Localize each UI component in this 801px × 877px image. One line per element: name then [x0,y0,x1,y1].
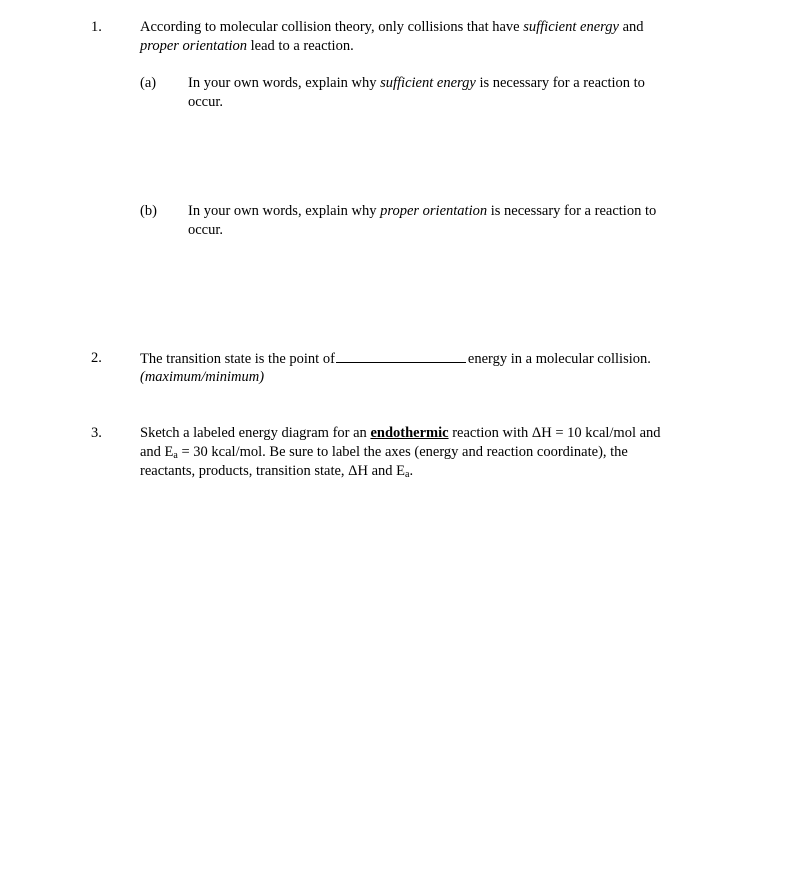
part-b-text-line-1: In your own words, explain why proper orientation is necessary for a reaction to [188,203,657,219]
part-a-text-line-1: In your own words, explain why sufficient energy is necessary for a reaction to [188,75,645,91]
question-3-text-line-1: Sketch a labeled energy diagram for an endothermic reaction with ΔH = 10 kcal/mol and [140,425,661,441]
question-1-number: 1. [91,19,102,35]
part-b-label: (b) [140,203,157,219]
emphasis-sufficient-energy: sufficient energy [523,19,619,35]
question-2-text-line-2 [140,368,264,387]
emphasis-proper-orientation: proper orientation [380,203,488,219]
question-3-text-line-3: reactants, products, transition state, ΔH and $E_a$. [140,463,414,480]
question-2-text-line-1: The transition state is the point of energy in a molecular collision. [140,351,651,367]
question-2-number: 2. [91,350,102,366]
question-3-number: 3. [91,425,102,441]
part-a-text-line-2: occur. [188,94,224,110]
question-3-text-line-2: and $E_a = 30$ kcal/mol. Be sure to label the axes (energy and reaction coordinate), the [140,444,628,461]
question-1-text-line-2: proper orientation lead to a reaction. [140,38,354,54]
question-1-text-line-1: According to molecular collision theory, only collisions that have sufficient energy and [140,19,644,35]
fill-in-blank[interactable] [336,349,466,363]
emphasis-proper-orientation: proper orientation [140,38,248,54]
emphasis-endothermic: endothermic [370,425,449,441]
part-a-label: (a) [140,75,157,91]
emphasis-sufficient-energy: sufficient energy [380,75,476,91]
answer-choices: (maximum/minimum) [140,369,265,385]
part-b-text-line-2: occur. [188,222,224,238]
